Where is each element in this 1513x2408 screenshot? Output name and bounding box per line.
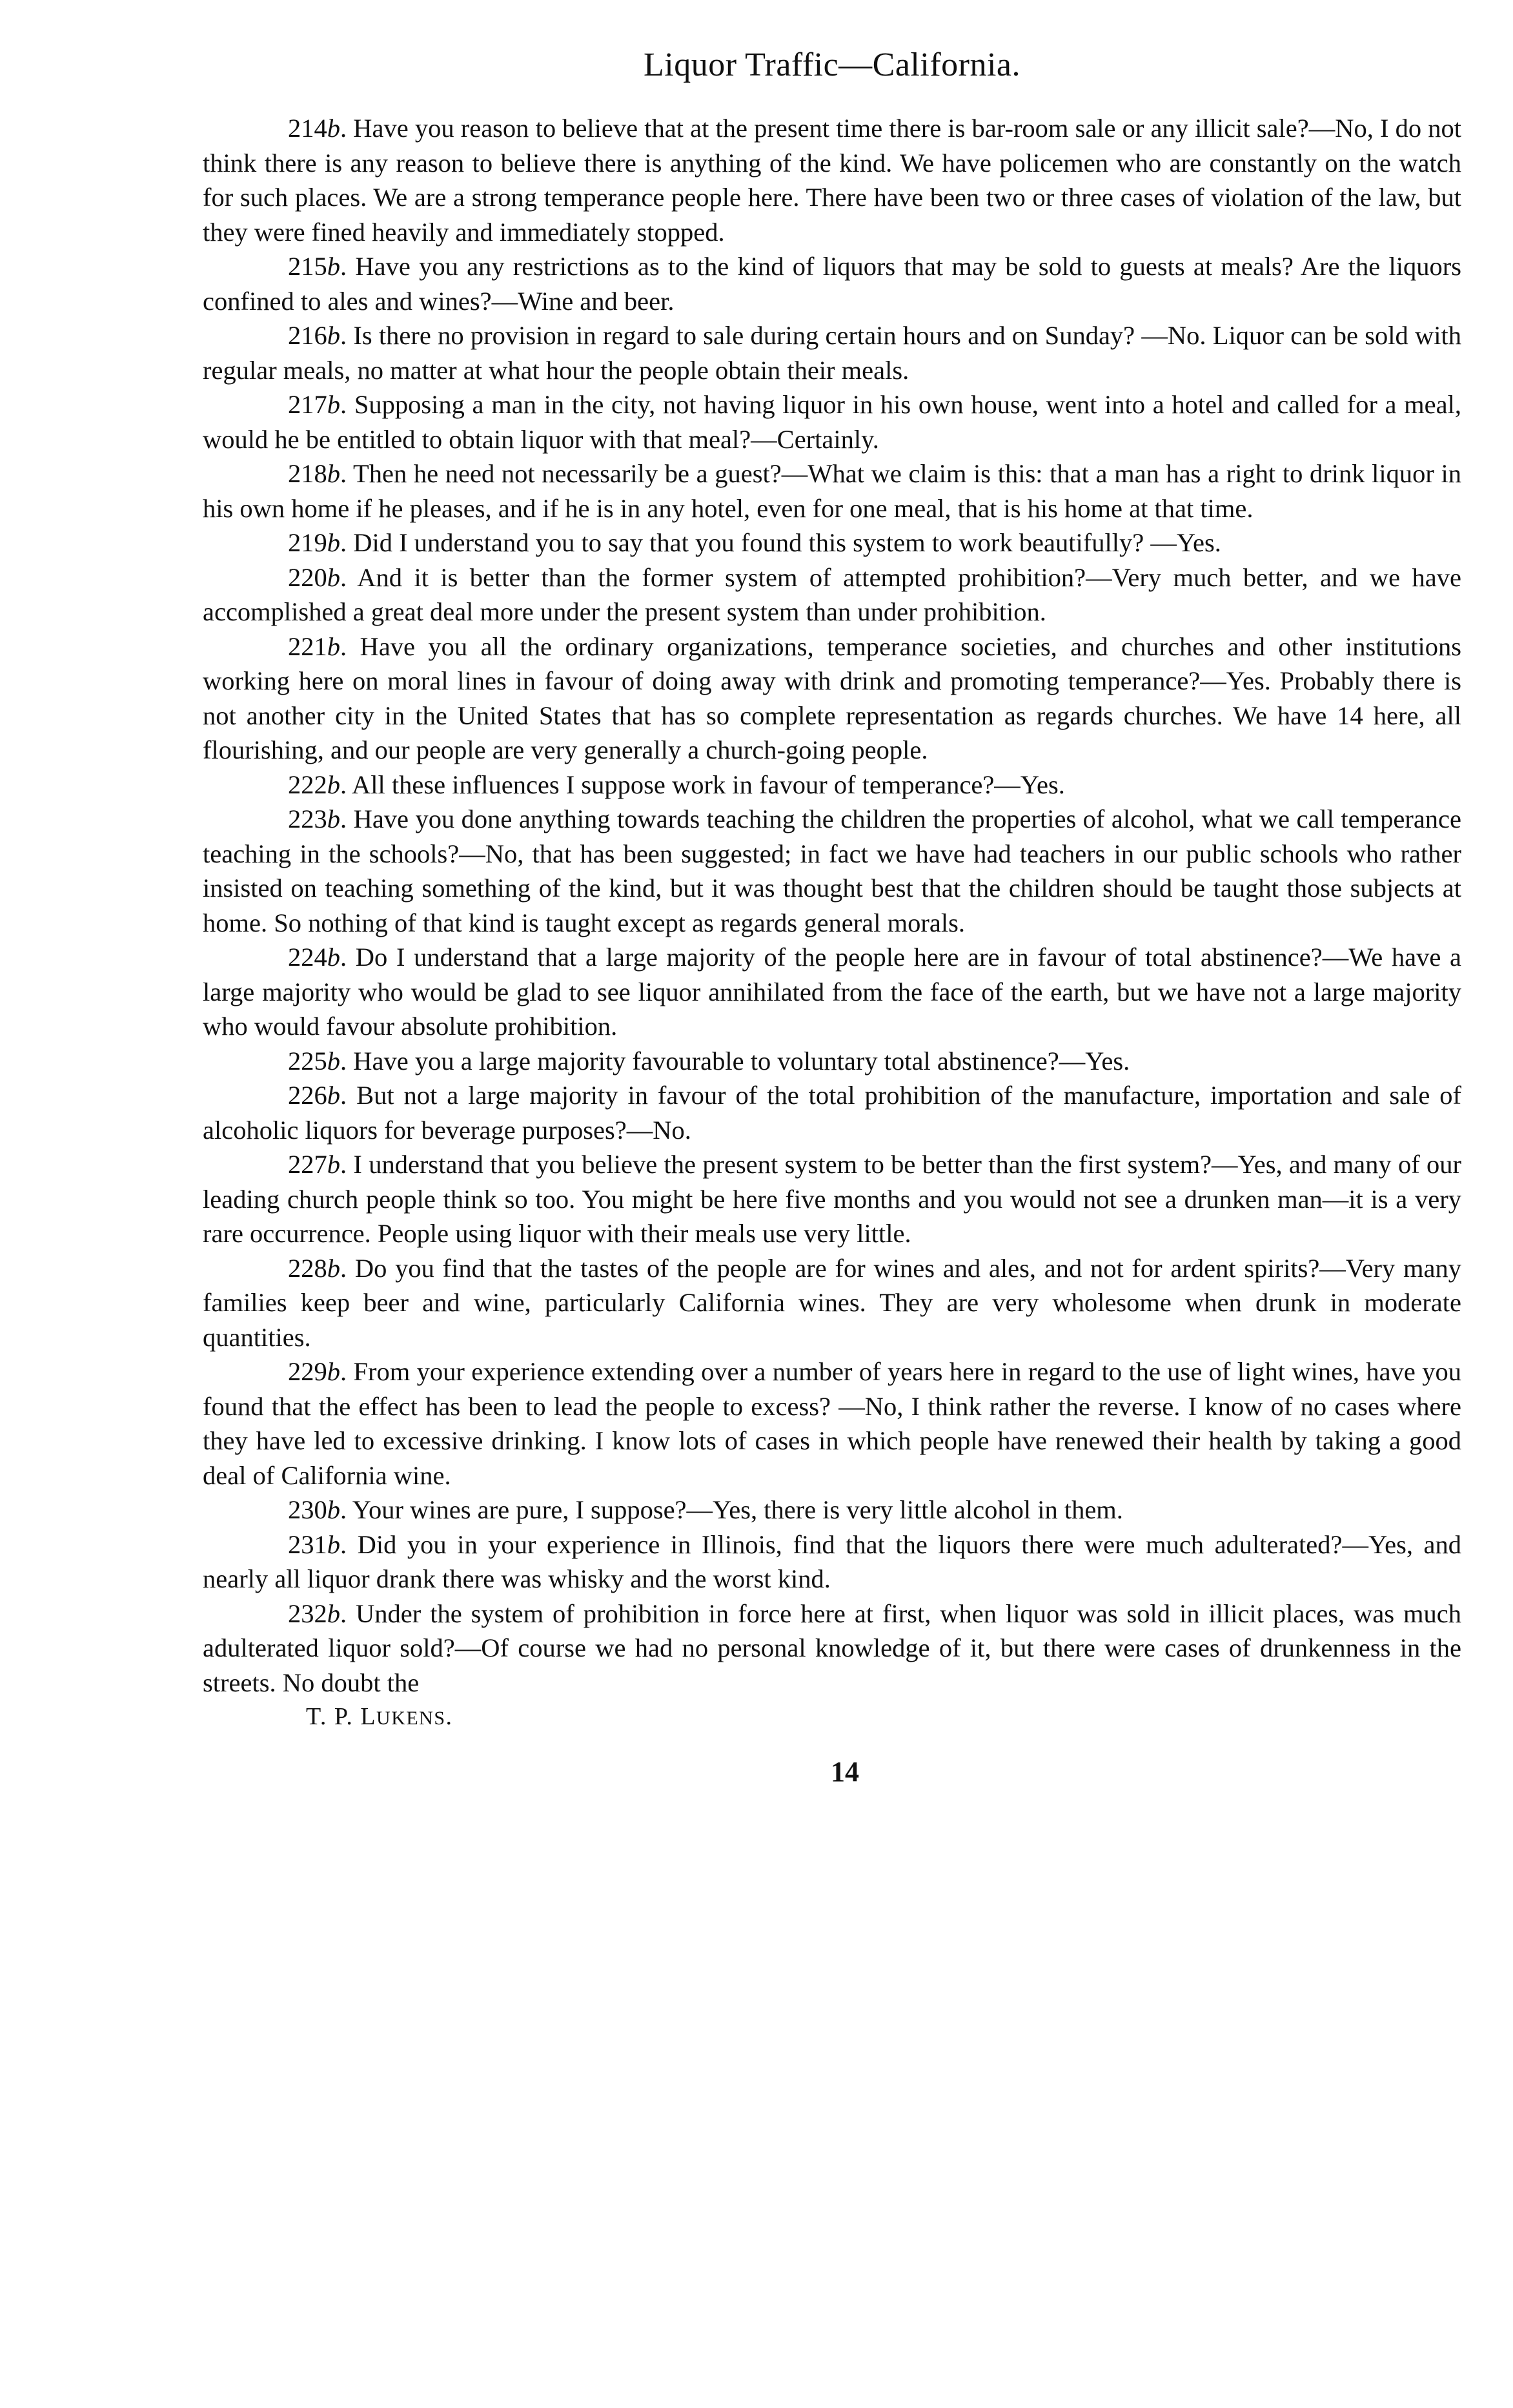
question-answer-text: . Is there no provision in regard to sale during certain hours and on Sunday? —No. Liquor can be sold with regular meals, no matter at what hour the people obtain their meals. bbox=[203, 321, 1461, 385]
question-answer-text: . Your wines are pure, I suppose?—Yes, there is very little alcohol in them. bbox=[340, 1495, 1123, 1525]
question-number-digits: 214 bbox=[288, 114, 327, 143]
question-number bbox=[288, 1150, 340, 1179]
question-number-digits: 219 bbox=[288, 528, 327, 558]
question-number-suffix: b bbox=[327, 1081, 340, 1110]
question-paragraph bbox=[203, 560, 1461, 629]
page-number: 14 bbox=[831, 1755, 859, 1788]
question-number-digits: 221 bbox=[288, 631, 327, 661]
question-number-digits: 231 bbox=[288, 1529, 327, 1559]
question-number-suffix: b bbox=[327, 1150, 340, 1179]
question-number bbox=[288, 1495, 340, 1524]
question-answer-text: . Did I understand you to say that you found this system to work beautifully? —Yes. bbox=[340, 528, 1221, 558]
question-number-digits: 227 bbox=[288, 1150, 327, 1179]
question-number bbox=[288, 459, 340, 488]
question-answer-text: . I understand that you believe the present system to be better than the first system?—Yes, and many of our leading church people think so too. You might be here five months and you would not see a drunken man—it is a very rare occurrence. People using liquor with their meals use very little. bbox=[203, 1150, 1461, 1249]
question-answer-text: . And it is better than the former system of attempted prohibition?—Very much better, and we have accomplished a great deal more under the present system than under prohibition. bbox=[203, 562, 1461, 627]
question-number-suffix: b bbox=[327, 1357, 340, 1387]
question-number-suffix: b bbox=[327, 631, 340, 661]
signature-surname: UKENS bbox=[376, 1708, 446, 1729]
question-number bbox=[288, 390, 340, 419]
question-number-digits: 226 bbox=[288, 1081, 327, 1110]
question-number bbox=[288, 1046, 340, 1076]
question-number-suffix: b bbox=[327, 1495, 340, 1525]
question-paragraph bbox=[203, 525, 1461, 560]
question-answer-text: . Do I understand that a large majority of the people here are in favour of total abstinence?—We have a large majority who would be glad to see liquor annihilated from the face of the earth, but we have not a large majority who would favour absolute prohibition. bbox=[203, 943, 1461, 1041]
question-paragraph bbox=[203, 249, 1461, 318]
question-answer-text: . Have you all the ordinary organizations, temperance societies, and churches and other institutions working here on moral lines in favour of doing away with drink and promoting temperance?—Yes. Probably there is not another city in the United States that has so complete representation as regards churches. We have 14 here, all flourishing, and our people are very generally a church-going people. bbox=[203, 631, 1461, 765]
question-number-digits: 223 bbox=[288, 804, 327, 834]
question-answer-text: . From your experience extending over a number of years here in regard to the use of light wines, have you found that the effect has been to lead the people to excess? —No, I think rather the reverse. I know of no cases where they have led to excessive drinking. I know lots of cases in which people have renewed their health by taking a good deal of California wine. bbox=[203, 1357, 1461, 1490]
question-paragraph bbox=[203, 1354, 1461, 1493]
question-answer-text: . Have you a large majority favourable to voluntary total abstinence?—Yes. bbox=[340, 1046, 1130, 1076]
question-number bbox=[288, 528, 340, 557]
question-number bbox=[288, 252, 340, 281]
question-number-suffix: b bbox=[327, 770, 340, 799]
question-answer-text: . Then he need not necessarily be a guest?—What we claim is this: that a man has a right to drink liquor in his own home if he pleases, and if he is in any hotel, even for one meal, that is his home at that time. bbox=[203, 459, 1461, 523]
question-answer-text: . All these influences I suppose work in favour of temperance?—Yes. bbox=[340, 770, 1065, 799]
question-number bbox=[288, 321, 340, 350]
question-answer-text: . Supposing a man in the city, not having liquor in his own house, went into a hotel and called for a meal, would he be entitled to obtain liquor with that meal?—Certainly. bbox=[203, 390, 1461, 454]
question-number-suffix: b bbox=[327, 1598, 340, 1628]
question-number bbox=[288, 114, 340, 143]
question-number-suffix: b bbox=[327, 321, 340, 351]
question-answer-text: . Have you done anything towards teaching the children the properties of alcohol, what we call temperance teaching in the schools?—No, that has been suggested; in fact we have had teachers in our public schools who rather insisted on teaching something of the kind, but it was thought best that the children should be taught those subjects at home. So nothing of that kind is taught except as regards general morals. bbox=[203, 804, 1461, 937]
question-number bbox=[288, 563, 340, 592]
question-number bbox=[288, 632, 340, 661]
question-number-suffix: b bbox=[327, 528, 340, 558]
question-number-digits: 222 bbox=[288, 770, 327, 799]
document-page bbox=[203, 45, 1461, 1788]
question-number-digits: 218 bbox=[288, 459, 327, 489]
question-paragraph bbox=[203, 111, 1461, 249]
question-number-suffix: b bbox=[327, 1529, 340, 1559]
question-paragraph bbox=[203, 1597, 1461, 1700]
question-number bbox=[288, 1081, 340, 1110]
question-paragraph bbox=[203, 629, 1461, 768]
question-number-digits: 215 bbox=[288, 252, 327, 281]
body-text bbox=[203, 111, 1461, 1700]
question-number-digits: 225 bbox=[288, 1046, 327, 1076]
question-number-suffix: b bbox=[327, 459, 340, 489]
question-answer-text: . Have you any restrictions as to the kind of liquors that may be sold to guests at meals? Are the liquors confined to ales and wines?—Wine and beer. bbox=[203, 252, 1461, 316]
question-number-digits: 220 bbox=[288, 562, 327, 592]
running-head: Liquor Traffic—California. bbox=[644, 46, 1021, 83]
question-number-digits: 216 bbox=[288, 321, 327, 351]
question-number-suffix: b bbox=[327, 252, 340, 281]
question-answer-text: . Do you find that the tastes of the people are for wines and ales, and not for ardent spirits?—Very many families keep beer and wine, particularly California wines. They are very wholesome when drunk in moderate quantities. bbox=[203, 1253, 1461, 1352]
question-paragraph bbox=[203, 1527, 1461, 1597]
question-paragraph bbox=[203, 940, 1461, 1044]
question-number-digits: 232 bbox=[288, 1598, 327, 1628]
question-paragraph bbox=[203, 318, 1461, 387]
question-number-suffix: b bbox=[327, 804, 340, 834]
witness-signature bbox=[203, 1700, 1461, 1736]
question-answer-text: . But not a large majority in favour of the total prohibition of the manufacture, importation and sale of alcoholic liquors for beverage purposes?—No. bbox=[203, 1081, 1461, 1145]
question-number-suffix: b bbox=[327, 114, 340, 143]
question-paragraph bbox=[203, 768, 1461, 802]
question-paragraph bbox=[203, 1078, 1461, 1147]
question-number-suffix: b bbox=[327, 390, 340, 420]
question-number bbox=[288, 770, 340, 799]
question-number-digits: 224 bbox=[288, 943, 327, 972]
question-number bbox=[288, 1530, 340, 1559]
question-number-digits: 228 bbox=[288, 1253, 327, 1283]
question-number-suffix: b bbox=[327, 943, 340, 972]
question-paragraph bbox=[203, 1251, 1461, 1355]
question-number bbox=[288, 1599, 340, 1628]
question-number bbox=[288, 804, 340, 833]
question-number-digits: 217 bbox=[288, 390, 327, 420]
question-paragraph bbox=[203, 1044, 1461, 1079]
question-paragraph bbox=[203, 802, 1461, 940]
question-answer-text: . Have you reason to believe that at the present time there is bar-room sale or any illicit sale?—No, I do not think there is any reason to believe there is anything of the kind. We have policemen who are constantly on the watch for such places. We are a strong temperance people here. There have been two or three cases of violation of the law, but they were fined heavily and immediately stopped. bbox=[203, 114, 1461, 247]
question-answer-text: . Did you in your experience in Illinois, find that the liquors there were much adulterated?—Yes, and nearly all liquor drank there was whisky and the worst kind. bbox=[203, 1529, 1461, 1594]
question-paragraph bbox=[203, 1493, 1461, 1527]
question-paragraph bbox=[203, 1147, 1461, 1251]
question-number bbox=[288, 943, 340, 972]
question-number bbox=[288, 1357, 340, 1386]
signature-end: . bbox=[445, 1703, 453, 1731]
question-paragraph bbox=[203, 456, 1461, 525]
question-number-suffix: b bbox=[327, 1253, 340, 1283]
question-number-digits: 229 bbox=[288, 1357, 327, 1387]
question-paragraph bbox=[203, 387, 1461, 456]
question-number-suffix: b bbox=[327, 1046, 340, 1076]
signature-initials: T. P. L bbox=[306, 1703, 377, 1731]
question-number-digits: 230 bbox=[288, 1495, 327, 1525]
question-number bbox=[288, 1254, 340, 1283]
question-answer-text: . Under the system of prohibition in force here at first, when liquor was sold in illicit places, was much adulterated liquor sold?—Of course we had no personal knowledge of it, but there were cases of drunkenness in the streets. No doubt the bbox=[203, 1598, 1461, 1697]
question-number-suffix: b bbox=[327, 562, 340, 592]
